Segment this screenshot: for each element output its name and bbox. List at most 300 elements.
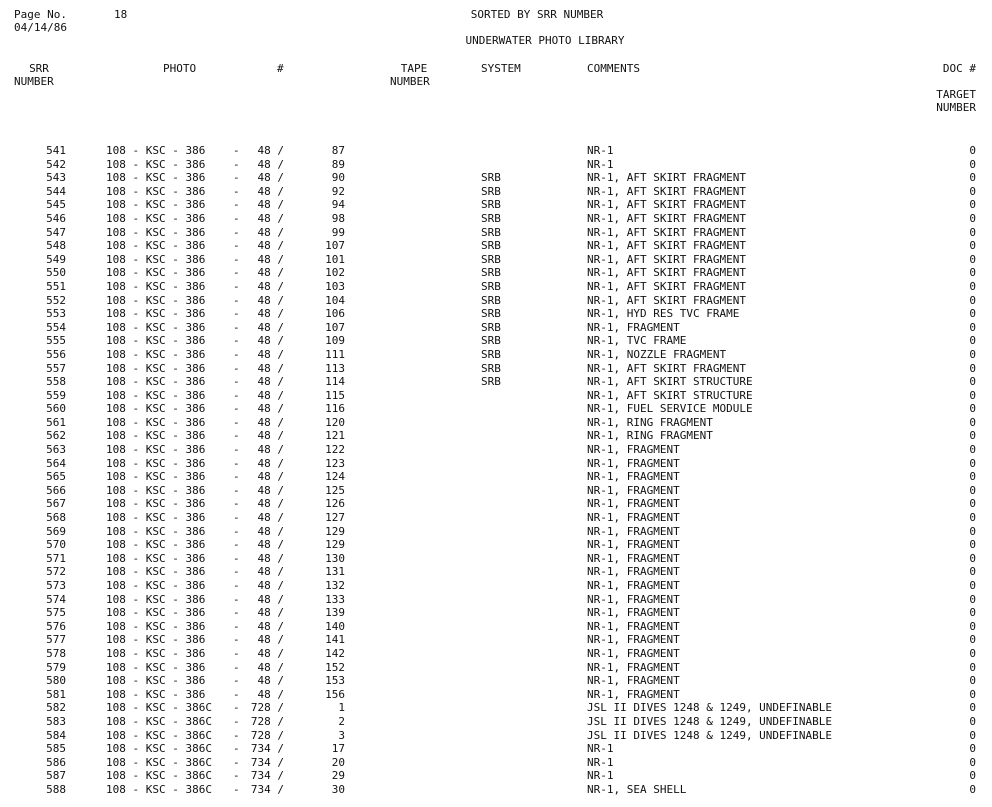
photo-dash-cell: - (233, 633, 240, 647)
comments-cell: NR-1, AFT SKIRT FRAGMENT (587, 293, 746, 307)
table-row (0, 389, 992, 403)
target-number-cell: 0 (969, 565, 976, 579)
comments-cell: NR-1, FRAGMENT (587, 456, 680, 470)
photo-id-cell: 108 - KSC - 386 (106, 266, 206, 280)
comments-cell: JSL II DIVES 1248 & 1249, UNDEFINABLE (587, 728, 833, 742)
system-cell: SRB (481, 239, 501, 253)
target-number-cell: 0 (969, 633, 976, 647)
target-number-cell: 0 (969, 687, 976, 701)
photo-dash-cell: - (233, 674, 240, 688)
table-row (0, 171, 992, 185)
target-number-cell: 0 (969, 293, 976, 307)
system-header: SYSTEM (481, 62, 521, 75)
photo-id-cell: 108 - KSC - 386 (106, 429, 206, 443)
photo-dash-cell: - (233, 755, 240, 769)
photo-number-cell: 101 (325, 252, 345, 266)
srr-cell: 578 (46, 646, 66, 660)
photo-roll-cell: 48 / (257, 497, 284, 511)
table-row (0, 511, 992, 525)
photo-roll-cell: 48 / (257, 524, 284, 538)
photo-roll-cell: 48 / (257, 592, 284, 606)
system-cell: SRB (481, 347, 501, 361)
photo-dash-cell: - (233, 347, 240, 361)
comments-cell: NR-1, AFT SKIRT FRAGMENT (587, 171, 746, 185)
photo-dash-cell: - (233, 456, 240, 470)
photo-dash-cell: - (233, 266, 240, 280)
srr-cell: 558 (46, 375, 66, 389)
srr-cell: 541 (46, 144, 66, 157)
photo-roll-cell: 48 / (257, 483, 284, 497)
photo-roll-cell: 48 / (257, 619, 284, 633)
comments-cell: NR-1, FRAGMENT (587, 443, 680, 457)
photo-roll-cell: 48 / (257, 429, 284, 443)
photo-dash-cell: - (233, 402, 240, 416)
comments-cell: NR-1, AFT SKIRT FRAGMENT (587, 225, 746, 239)
photo-dash-cell: - (233, 579, 240, 592)
photo-roll-cell: 48 / (257, 579, 284, 592)
photo-roll-cell: 48 / (257, 144, 284, 157)
photo-id-cell: 108 - KSC - 386 (106, 388, 206, 402)
target-number-cell: 0 (969, 225, 976, 239)
photo-number-cell: 111 (325, 347, 345, 361)
photo-id-cell: 108 - KSC - 386 (106, 157, 206, 171)
table-row (0, 769, 992, 783)
photo-roll-cell: 48 / (257, 388, 284, 402)
comments-cell: NR-1, FRAGMENT (587, 470, 680, 484)
photo-roll-cell: 48 / (257, 307, 284, 321)
target-number-cell: 0 (969, 334, 976, 348)
photo-number-cell: 30 (331, 782, 345, 796)
srr-cell: 573 (46, 579, 66, 592)
comments-cell: NR-1 (587, 755, 614, 769)
target-number-cell: 0 (969, 157, 976, 171)
photo-id-cell: 108 - KSC - 386 (106, 184, 206, 198)
target-number-cell: 0 (969, 579, 976, 592)
photo-id-cell: 108 - KSC - 386 (106, 415, 206, 429)
table-row (0, 579, 992, 593)
srr-cell: 575 (46, 606, 66, 620)
srr-cell: 546 (46, 211, 66, 225)
photo-number-cell: 92 (331, 184, 345, 198)
srr-cell: 559 (46, 388, 66, 402)
comments-cell: NR-1 (587, 157, 614, 171)
target-number-cell: 0 (969, 769, 976, 783)
photo-number-cell: 122 (325, 443, 345, 457)
doc-header: DOC # (942, 62, 976, 75)
photo-dash-cell: - (233, 171, 240, 185)
photo-number-cell: 20 (331, 755, 345, 769)
table-row (0, 239, 992, 253)
photo-dash-cell: - (233, 687, 240, 701)
photo-number-cell: 98 (331, 211, 345, 225)
page-number-label: Page No. (14, 8, 67, 21)
photo-roll-cell: 48 / (257, 565, 284, 579)
srr-cell: 568 (46, 511, 66, 525)
srr-cell: 545 (46, 198, 66, 212)
system-cell: SRB (481, 307, 501, 321)
photo-id-cell: 108 - KSC - 386 (106, 579, 206, 592)
photo-dash-cell: - (233, 443, 240, 457)
photo-id-cell: 108 - KSC - 386 (106, 252, 206, 266)
photo-dash-cell: - (233, 565, 240, 579)
srr-cell: 565 (46, 470, 66, 484)
table-row (0, 688, 992, 702)
table-row (0, 198, 992, 212)
target-number-cell: 0 (969, 497, 976, 511)
photo-roll-cell: 48 / (257, 347, 284, 361)
photo-roll-cell: 48 / (257, 538, 284, 552)
target-number-cell: 0 (969, 266, 976, 280)
photo-dash-cell: - (233, 307, 240, 321)
photo-dash-cell: - (233, 511, 240, 525)
target-number-cell: 0 (969, 524, 976, 538)
report-date: 04/14/86 (14, 21, 67, 34)
comments-cell: NR-1, RING FRAGMENT (587, 429, 713, 443)
photo-number-cell: 121 (325, 429, 345, 443)
photo-id-cell: 108 - KSC - 386 (106, 606, 206, 620)
srr-cell: 555 (46, 334, 66, 348)
comments-header: COMMENTS (587, 62, 640, 75)
target-number-cell: 0 (969, 619, 976, 633)
target-number-cell: 0 (969, 375, 976, 389)
photo-dash-cell: - (233, 619, 240, 633)
system-cell: SRB (481, 184, 501, 198)
target-number-cell: 0 (969, 443, 976, 457)
comments-cell: NR-1, FUEL SERVICE MODULE (587, 402, 753, 416)
photo-id-cell: 108 - KSC - 386 (106, 674, 206, 688)
target-number-cell: 0 (969, 674, 976, 688)
table-row (0, 484, 992, 498)
photo-dash-cell: - (233, 184, 240, 198)
photo-id-cell: 108 - KSC - 386 (106, 538, 206, 552)
target-number-cell: 0 (969, 470, 976, 484)
table-row (0, 647, 992, 661)
table-row (0, 321, 992, 335)
table-row (0, 307, 992, 321)
photo-id-cell: 108 - KSC - 386 (106, 198, 206, 212)
photo-roll-cell: 734 / (250, 769, 284, 783)
comments-cell: NR-1, AFT SKIRT FRAGMENT (587, 184, 746, 198)
photo-number-cell: 139 (325, 606, 345, 620)
photo-number-cell: 141 (325, 633, 345, 647)
target-number-cell: 0 (969, 483, 976, 497)
photo-id-cell: 108 - KSC - 386C (106, 714, 212, 728)
comments-cell: NR-1, FRAGMENT (587, 511, 680, 525)
comments-cell: NR-1, AFT SKIRT FRAGMENT (587, 361, 746, 375)
srr-cell: 549 (46, 252, 66, 266)
system-cell: SRB (481, 375, 501, 389)
comments-cell: NR-1, NOZZLE FRAGMENT (587, 347, 727, 361)
photo-id-cell: 108 - KSC - 386 (106, 171, 206, 185)
table-row (0, 756, 992, 770)
srr-cell: 588 (46, 782, 66, 796)
photo-number-cell: 89 (331, 157, 345, 171)
comments-cell: NR-1, FRAGMENT (587, 524, 680, 538)
photo-number-cell: 124 (325, 470, 345, 484)
photo-number-cell: 107 (325, 239, 345, 253)
photo-id-cell: 108 - KSC - 386 (106, 443, 206, 457)
photo-number-cell: 133 (325, 592, 345, 606)
target-number-cell: 0 (969, 755, 976, 769)
photo-number-cell: 129 (325, 538, 345, 552)
target-number-cell: 0 (969, 701, 976, 715)
table-row (0, 416, 992, 430)
table-row (0, 144, 992, 158)
target-number-cell: 0 (969, 714, 976, 728)
photo-id-cell: 108 - KSC - 386 (106, 402, 206, 416)
comments-cell: NR-1, FRAGMENT (587, 619, 680, 633)
table-row (0, 280, 992, 294)
photo-dash-cell: - (233, 375, 240, 389)
comments-cell: NR-1, FRAGMENT (587, 592, 680, 606)
photo-number-cell: 109 (325, 334, 345, 348)
photo-roll-cell: 48 / (257, 157, 284, 171)
photo-roll-cell: 48 / (257, 606, 284, 620)
srr-cell: 562 (46, 429, 66, 443)
srr-cell: 583 (46, 714, 66, 728)
photo-dash-cell: - (233, 497, 240, 511)
system-cell: SRB (481, 320, 501, 334)
table-row (0, 253, 992, 267)
photo-roll-cell: 48 / (257, 184, 284, 198)
photo-number-cell: 142 (325, 646, 345, 660)
comments-cell: NR-1 (587, 742, 614, 756)
table-row (0, 538, 992, 552)
photo-dash-cell: - (233, 660, 240, 674)
photo-number-cell: 90 (331, 171, 345, 185)
table-row (0, 565, 992, 579)
photo-roll-cell: 734 / (250, 755, 284, 769)
photo-number-cell: 87 (331, 144, 345, 157)
photo-id-cell: 108 - KSC - 386 (106, 347, 206, 361)
photo-roll-cell: 728 / (250, 714, 284, 728)
comments-cell: NR-1, FRAGMENT (587, 674, 680, 688)
comments-cell: NR-1 (587, 144, 614, 157)
photo-number-cell: 131 (325, 565, 345, 579)
photo-dash-cell: - (233, 538, 240, 552)
table-row (0, 212, 992, 226)
srr-cell: 542 (46, 157, 66, 171)
comments-cell: NR-1, HYD RES TVC FRAME (587, 307, 740, 321)
photo-roll-cell: 48 / (257, 375, 284, 389)
target-header-line2: NUMBER (936, 101, 976, 114)
photo-roll-cell: 48 / (257, 551, 284, 565)
srr-cell: 582 (46, 701, 66, 715)
srr-cell: 584 (46, 728, 66, 742)
photo-id-cell: 108 - KSC - 386 (106, 687, 206, 701)
comments-cell: NR-1, AFT SKIRT FRAGMENT (587, 239, 746, 253)
srr-cell: 571 (46, 551, 66, 565)
srr-cell: 560 (46, 402, 66, 416)
table-row (0, 633, 992, 647)
photo-dash-cell: - (233, 524, 240, 538)
table-row (0, 661, 992, 675)
photo-number-cell: 2 (338, 714, 345, 728)
photo-id-cell: 108 - KSC - 386 (106, 211, 206, 225)
photo-dash-cell: - (233, 198, 240, 212)
table-row (0, 226, 992, 240)
photo-number-cell: 123 (325, 456, 345, 470)
photo-roll-cell: 48 / (257, 456, 284, 470)
photo-roll-cell: 734 / (250, 782, 284, 796)
photo-dash-cell: - (233, 252, 240, 266)
target-number-cell: 0 (969, 239, 976, 253)
tape-header-line1: TAPE (400, 62, 428, 75)
photo-dash-cell: - (233, 714, 240, 728)
library-title: UNDERWATER PHOTO LIBRARY (465, 34, 625, 47)
photo-dash-cell: - (233, 429, 240, 443)
photo-id-cell: 108 - KSC - 386 (106, 144, 206, 157)
photo-number-cell: 126 (325, 497, 345, 511)
photo-number-cell: 102 (325, 266, 345, 280)
comments-cell: NR-1, TVC FRAME (587, 334, 687, 348)
table-row (0, 525, 992, 539)
table-row (0, 783, 992, 797)
comments-cell: NR-1, FRAGMENT (587, 565, 680, 579)
comments-cell: NR-1, FRAGMENT (587, 646, 680, 660)
photo-id-cell: 108 - KSC - 386 (106, 483, 206, 497)
table-row (0, 402, 992, 416)
photo-dash-cell: - (233, 157, 240, 171)
srr-cell: 551 (46, 279, 66, 293)
photo-number-cell: 103 (325, 279, 345, 293)
table-row (0, 606, 992, 620)
srr-cell: 587 (46, 769, 66, 783)
comments-cell: NR-1, AFT SKIRT STRUCTURE (587, 375, 753, 389)
target-number-cell: 0 (969, 347, 976, 361)
target-number-cell: 0 (969, 728, 976, 742)
comments-cell: NR-1, AFT SKIRT FRAGMENT (587, 279, 746, 293)
photo-dash-cell: - (233, 742, 240, 756)
photo-number-cell: 114 (325, 375, 345, 389)
photo-dash-cell: - (233, 470, 240, 484)
srr-cell: 567 (46, 497, 66, 511)
table-row (0, 701, 992, 715)
photo-dash-cell: - (233, 334, 240, 348)
photo-roll-cell: 48 / (257, 320, 284, 334)
photo-number-cell: 104 (325, 293, 345, 307)
table-row (0, 362, 992, 376)
srr-cell: 577 (46, 633, 66, 647)
system-cell: SRB (481, 266, 501, 280)
comments-cell: NR-1, AFT SKIRT FRAGMENT (587, 198, 746, 212)
photo-roll-cell: 48 / (257, 470, 284, 484)
photo-dash-cell: - (233, 415, 240, 429)
photo-number-cell: 1 (338, 701, 345, 715)
photo-number-cell: 29 (331, 769, 345, 783)
photo-id-cell: 108 - KSC - 386 (106, 511, 206, 525)
comments-cell: NR-1, FRAGMENT (587, 551, 680, 565)
comments-cell: JSL II DIVES 1248 & 1249, UNDEFINABLE (587, 714, 833, 728)
photo-roll-cell: 48 / (257, 211, 284, 225)
photo-roll-cell: 48 / (257, 415, 284, 429)
photo-number-cell: 3 (338, 728, 345, 742)
table-row (0, 620, 992, 634)
table-row (0, 158, 992, 172)
target-number-cell: 0 (969, 279, 976, 293)
srr-cell: 585 (46, 742, 66, 756)
photo-number-cell: 152 (325, 660, 345, 674)
srr-cell: 581 (46, 687, 66, 701)
photo-dash-cell: - (233, 606, 240, 620)
photo-id-cell: 108 - KSC - 386 (106, 320, 206, 334)
srr-cell: 579 (46, 660, 66, 674)
target-number-cell: 0 (969, 606, 976, 620)
comments-cell: NR-1, FRAGMENT (587, 660, 680, 674)
photo-header: PHOTO (163, 62, 197, 75)
table-row (0, 294, 992, 308)
photo-id-cell: 108 - KSC - 386 (106, 565, 206, 579)
photo-roll-cell: 48 / (257, 293, 284, 307)
photo-number-cell: 107 (325, 320, 345, 334)
system-cell: SRB (481, 225, 501, 239)
photo-id-cell: 108 - KSC - 386 (106, 456, 206, 470)
srr-cell: 574 (46, 592, 66, 606)
photo-id-cell: 108 - KSC - 386 (106, 619, 206, 633)
photo-number-cell: 113 (325, 361, 345, 375)
photo-dash-cell: - (233, 769, 240, 783)
target-number-cell: 0 (969, 538, 976, 552)
srr-cell: 566 (46, 483, 66, 497)
photo-roll-cell: 48 / (257, 402, 284, 416)
target-number-cell: 0 (969, 742, 976, 756)
comments-cell: NR-1, FRAGMENT (587, 483, 680, 497)
comments-cell: NR-1, FRAGMENT (587, 687, 680, 701)
photo-roll-cell: 48 / (257, 225, 284, 239)
target-number-cell: 0 (969, 144, 976, 157)
photo-roll-cell: 48 / (257, 633, 284, 647)
comments-cell: NR-1, AFT SKIRT FRAGMENT (587, 266, 746, 280)
target-number-cell: 0 (969, 211, 976, 225)
hash-header: # (277, 62, 284, 75)
photo-number-cell: 132 (325, 579, 345, 592)
table-row (0, 185, 992, 199)
comments-cell: NR-1, FRAGMENT (587, 538, 680, 552)
photo-number-cell: 17 (331, 742, 345, 756)
photo-roll-cell: 48 / (257, 511, 284, 525)
photo-id-cell: 108 - KSC - 386 (106, 592, 206, 606)
srr-cell: 556 (46, 347, 66, 361)
srr-header-line2: NUMBER (14, 75, 54, 88)
photo-dash-cell: - (233, 239, 240, 253)
srr-cell: 554 (46, 320, 66, 334)
photo-number-cell: 129 (325, 524, 345, 538)
table-row (0, 375, 992, 389)
photo-id-cell: 108 - KSC - 386C (106, 742, 212, 756)
table-row (0, 457, 992, 471)
photo-dash-cell: - (233, 551, 240, 565)
system-cell: SRB (481, 252, 501, 266)
tape-header-line2: NUMBER (390, 75, 430, 88)
photo-dash-cell: - (233, 701, 240, 715)
table-row (0, 742, 992, 756)
photo-dash-cell: - (233, 293, 240, 307)
photo-dash-cell: - (233, 592, 240, 606)
photo-id-cell: 108 - KSC - 386 (106, 660, 206, 674)
srr-cell: 543 (46, 171, 66, 185)
table-row (0, 593, 992, 607)
srr-cell: 576 (46, 619, 66, 633)
system-cell: SRB (481, 171, 501, 185)
target-number-cell: 0 (969, 388, 976, 402)
photo-id-cell: 108 - KSC - 386 (106, 239, 206, 253)
srr-cell: 570 (46, 538, 66, 552)
target-number-cell: 0 (969, 307, 976, 321)
comments-cell: NR-1, FRAGMENT (587, 633, 680, 647)
srr-cell: 557 (46, 361, 66, 375)
photo-roll-cell: 728 / (250, 728, 284, 742)
photo-dash-cell: - (233, 388, 240, 402)
